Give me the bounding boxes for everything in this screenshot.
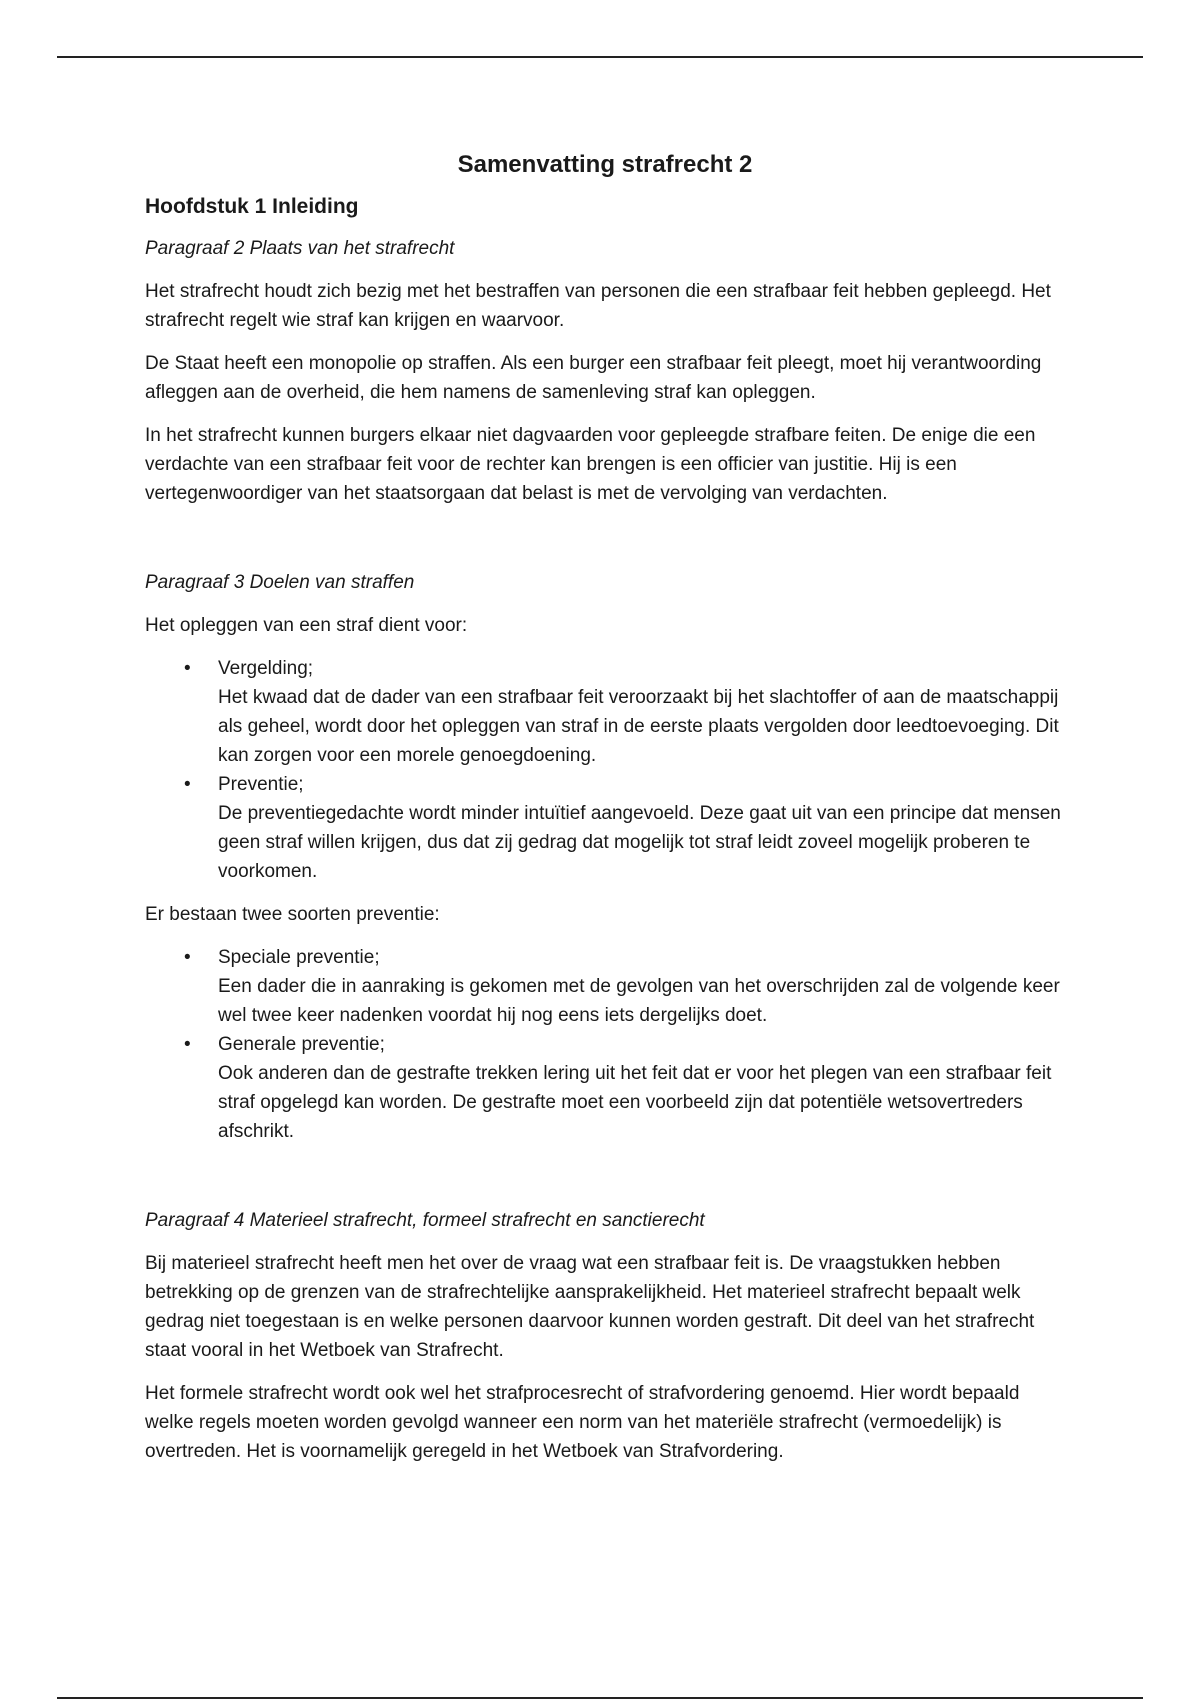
- section-spacer: [145, 522, 1065, 568]
- list-item: [145, 943, 1065, 1030]
- paragraph: De Staat heeft een monopolie op straffen. Als een burger een strafbaar feit pleegt, moet hij verantwoording afleggen aan de overheid, die hem namens de samenleving straf kan opleggen.: [145, 353, 1042, 403]
- section-heading: Paragraaf 4 Materieel strafrecht, formeel strafrecht en sanctierecht: [145, 1210, 705, 1231]
- list-item-text: De preventiegedachte wordt minder intuïtief aangevoeld. Deze gaat uit van een principe dat mensen geen straf willen krijgen, dus dat zij gedrag dat mogelijk tot straf leidt zoveel mogelijk proberen te voorkomen.: [218, 803, 1061, 882]
- document-title: Samenvatting strafrecht 2: [457, 151, 753, 178]
- section-spacer: [145, 1160, 1065, 1206]
- bullet-list: [145, 654, 1065, 886]
- paragraph: Bij materieel strafrecht heeft men het over de vraag wat een strafbaar feit is. De vraagstukken hebben betrekking op de grenzen van de strafrechtelijke aansprakelijkheid. Het materieel strafrecht bepaalt welk gedrag niet toegestaan is en welke personen daarvoor kunnen worden gestraft. Dit deel van het strafrecht staat vooral in het Wetboek van Strafrecht.: [145, 1253, 1035, 1361]
- header-rule: [57, 56, 1143, 58]
- bullet-icon: •: [184, 774, 191, 795]
- list-item-term: Speciale preventie;: [218, 947, 380, 968]
- section-heading: Paragraaf 3 Doelen van straffen: [145, 572, 415, 593]
- list-item: [145, 654, 1065, 770]
- list-item-term: Vergelding;: [218, 658, 314, 679]
- chapter-heading: Hoofdstuk 1 Inleiding: [145, 195, 359, 218]
- footer-rule: [57, 1697, 1143, 1699]
- list-item-text: Het kwaad dat de dader van een strafbaar feit veroorzaakt bij het slachtoffer of aan de maatschappij als geheel, wordt door het opleggen van straf in de eerste plaats vergolden door leedtoevoeging. Dit kan zorgen voor een morele genoegdoening.: [218, 687, 1059, 766]
- bullet-list: [145, 943, 1065, 1146]
- list-item-text: Ook anderen dan de gestrafte trekken lering uit het feit dat er voor het plegen van een strafbaar feit straf opgelegd kan worden. De gestrafte moet een voorbeeld zijn dat potentiële wetsovertreders afschrikt.: [218, 1063, 1052, 1142]
- list-item-term: Preventie;: [218, 774, 304, 795]
- list-item-term: Generale preventie;: [218, 1034, 385, 1055]
- paragraph: Het formele strafrecht wordt ook wel het strafprocesrecht of strafvordering genoemd. Hier wordt bepaald welke regels moeten worden gevolgd wanneer een norm van het materiële strafrecht (vermoedelijk) is overtreden. Het is voornamelijk geregeld in het Wetboek van Strafvordering.: [145, 1383, 1020, 1462]
- bullet-icon: •: [184, 947, 191, 968]
- document-page: [145, 140, 1065, 1480]
- paragraph: Het opleggen van een straf dient voor:: [145, 615, 468, 636]
- section-heading: Paragraaf 2 Plaats van het strafrecht: [145, 238, 455, 259]
- list-item-text: Een dader die in aanraking is gekomen met de gevolgen van het overschrijden zal de volgende keer wel twee keer nadenken voordat hij nog eens iets dergelijks doet.: [218, 976, 1060, 1026]
- list-item: [145, 1030, 1065, 1146]
- list-item: [145, 770, 1065, 886]
- bullet-icon: •: [184, 658, 191, 679]
- paragraph: Het strafrecht houdt zich bezig met het bestraffen van personen die een strafbaar feit hebben gepleegd. Het strafrecht regelt wie straf kan krijgen en waarvoor.: [145, 281, 1051, 331]
- paragraph: Er bestaan twee soorten preventie:: [145, 904, 440, 925]
- paragraph: In het strafrecht kunnen burgers elkaar niet dagvaarden voor gepleegde strafbare feiten. De enige die een verdachte van een strafbaar feit voor de rechter kan brengen is een officier van justitie. Hij is een vertegenwoordiger van het staatsorgaan dat belast is met de vervolging van verdachten.: [145, 425, 1036, 504]
- bullet-icon: •: [184, 1034, 191, 1055]
